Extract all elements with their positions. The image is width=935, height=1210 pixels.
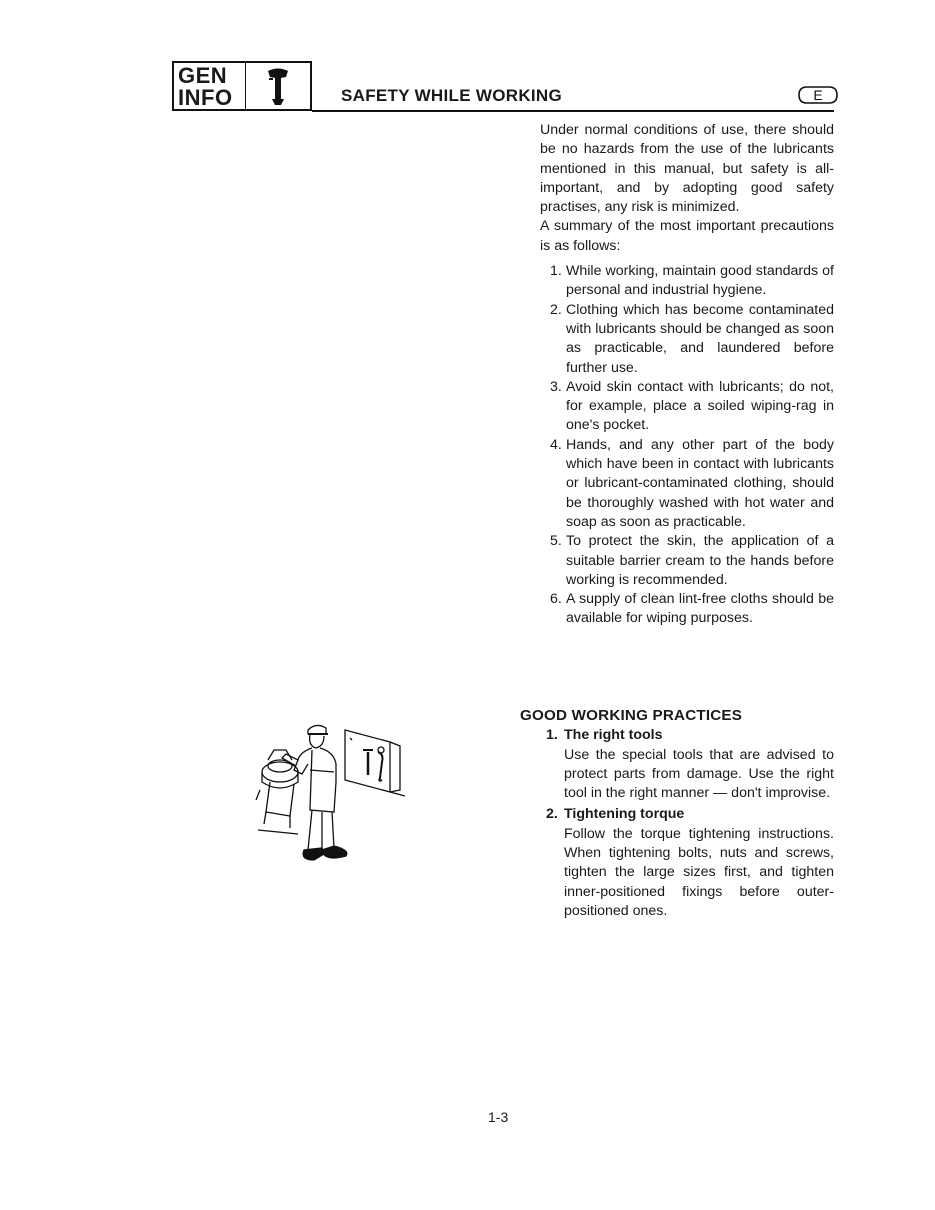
list-item-number: 5.	[550, 533, 562, 550]
header-rule	[312, 110, 834, 112]
list-item-number: 6.	[550, 591, 562, 608]
good-practices-section	[520, 706, 834, 923]
list-item	[540, 378, 834, 436]
list-item	[540, 262, 834, 301]
practice-text: Use the special tools that are advised to protect parts from damage. Use the right tool in the right manner — don't improvise.	[564, 746, 834, 802]
list-item-text: Hands, and any other part of the body which have been in contact with lubricants or lubricant-contaminated clothing, should be thoroughly washed with hot water and soap as soon as practicable.	[566, 436, 834, 530]
list-item-number: 4.	[550, 436, 562, 453]
list-item-text: A supply of clean lint-free cloths should be available for wiping purposes.	[566, 591, 834, 627]
practice-title: Tightening torque	[564, 806, 685, 823]
section-heading: GOOD WORKING PRACTICES	[520, 707, 743, 724]
intro-paragraph-1: Under normal conditions of use, there should be no hazards from the use of the lubricants mentioned in this manual, but safety is all-important, and by adopting good safety practises, any risk is minimized.	[540, 122, 834, 216]
list-item-text: While working, maintain good standards of personal and industrial hygiene.	[566, 263, 834, 299]
list-item-text: To protect the skin, the application of a suitable barrier cream to the hands before working is recommended.	[566, 533, 834, 588]
practice-text: Follow the torque tightening instructions. When tightening bolts, nuts and screws, tighten the large sizes first, and tighten inner-positioned fixings before outer-positioned ones.	[564, 825, 834, 919]
page-title: SAFETY WHILE WORKING	[341, 86, 563, 105]
language-badge-letter: E	[813, 87, 823, 103]
practice-item	[520, 805, 834, 921]
list-item	[540, 301, 834, 378]
list-item-number: 2.	[550, 301, 562, 318]
list-item	[540, 590, 834, 629]
mechanic-at-workbench-icon	[250, 720, 410, 870]
section-badge-text	[174, 63, 246, 109]
language-badge	[797, 85, 839, 105]
list-item-text: Avoid skin contact with lubricants; do not, for example, place a soiled wiping-rag in one's pocket.	[566, 378, 834, 434]
practice-number: 1.	[546, 727, 558, 744]
precautions-list	[540, 262, 834, 629]
page-number: 1-3	[488, 1109, 509, 1125]
outboard-motor-icon	[248, 65, 308, 107]
list-item-number: 1.	[550, 263, 562, 280]
practice-number: 2.	[546, 806, 558, 823]
section-badge	[172, 61, 312, 111]
section-badge-line2: INFO	[178, 85, 233, 110]
list-item-text: Clothing which has become contaminated with lubricants should be changed as soon as practicable, and laundered before further use.	[566, 301, 834, 376]
practice-title: The right tools	[564, 727, 663, 744]
practice-item	[520, 726, 834, 803]
section-badge-line1: GEN	[178, 63, 228, 88]
list-item-number: 3.	[550, 378, 562, 395]
safety-section	[540, 121, 834, 629]
intro-paragraph-2: A summary of the most important precautions is as follows:	[540, 218, 834, 254]
list-item	[540, 532, 834, 590]
list-item	[540, 436, 834, 532]
